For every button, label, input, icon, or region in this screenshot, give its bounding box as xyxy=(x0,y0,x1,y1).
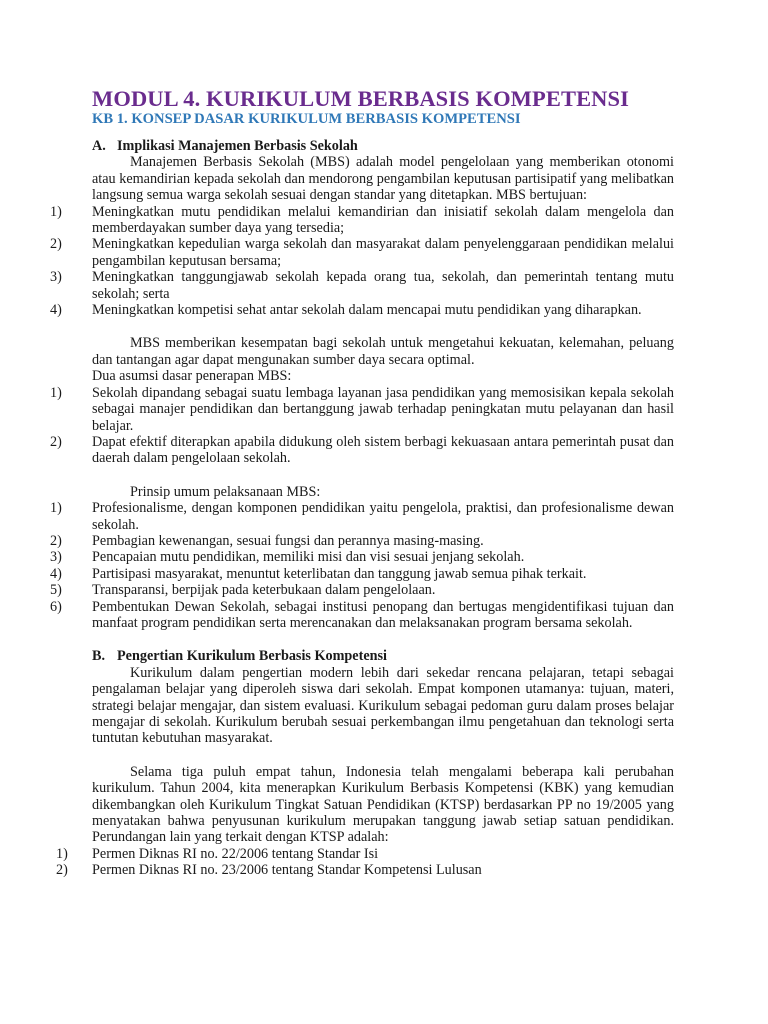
list-item xyxy=(0,862,768,878)
list-item xyxy=(0,599,768,632)
mbs-assumptions-list xyxy=(0,385,768,467)
mbs-goals-list xyxy=(0,204,768,319)
ktsp-regulations-list xyxy=(0,846,768,879)
list-text: Meningkatkan kepedulian warga sekolah dan masyarakat dalam penyelenggaraan pendidikan melalui pengambilan keputusan bersama; xyxy=(92,236,674,269)
list-number: 2) xyxy=(50,532,62,549)
module-title: MODUL 4. KURIKULUM BERBASIS KOMPETENSI xyxy=(92,86,629,111)
list-text: Meningkatkan mutu pendidikan melalui kemandirian dan inisiatif sekolah dalam mengelola dan memberdayakan sumber daya yang tersedia; xyxy=(92,203,674,237)
list-number: 2) xyxy=(56,862,68,879)
list-number: 1) xyxy=(56,845,68,862)
list-item xyxy=(0,549,768,565)
list-text: Meningkatkan kompetisi sehat antar sekolah dalam mencapai mutu pendidikan yang diharapkan. xyxy=(92,302,642,319)
list-number: 4) xyxy=(50,302,62,319)
list-number: 3) xyxy=(50,549,62,566)
list-number: 5) xyxy=(50,582,62,599)
curriculum-history-paragraph: Selama tiga puluh empat tahun, Indonesia telah mengalami beberapa kali perubahan kurikulum. Tahun 2004, kita menerapkan Kurikulum Berbasis Kompetensi (KBK) yang kemudian dikembangkan oleh Kurikulum Tingkat Satuan Pendidikan (KTSP) berdasarkan PP no 19/2005 yang menyatakan bahwa penyusunan kurikulum merupakan tanggung jawab setiap satuan pendidikan. Perundangan lain yang terkait dengan KTSP adalah: xyxy=(92,763,674,846)
section-a-letter: A. xyxy=(92,138,106,154)
list-number: 1) xyxy=(50,203,62,220)
list-item xyxy=(0,533,768,549)
principles-label: Prinsip umum pelaksanaan MBS: xyxy=(130,483,321,500)
section-a-heading xyxy=(0,138,768,154)
mbs-principles-list xyxy=(0,500,768,631)
list-item xyxy=(0,204,768,237)
list-number: 4) xyxy=(50,565,62,582)
list-item xyxy=(0,434,768,467)
list-text: Dapat efektif diterapkan apabila didukung oleh sistem berbagi kekuasaan antara pemerintah pusat dan daerah dalam pengelolaan sekolah. xyxy=(92,433,674,467)
list-text: Pembagian kewenangan, sesuai fungsi dan perannya masing-masing. xyxy=(92,532,484,549)
list-text: Permen Diknas RI no. 22/2006 tentang Standar Isi xyxy=(92,845,379,862)
document-body xyxy=(0,138,768,879)
curriculum-definition-paragraph: Kurikulum dalam pengertian modern lebih dari sekedar rencana pelajaran, tetapi sebagai pengalaman belajar yang diperoleh siswa dari sekolah. Empat komponen utamanya: tujuan, materi, strategi belajar mengajar, dan sistem evaluasi. Kurikulum sebagai pedoman guru dalam proses belajar mengajar di sekolah. Kurikulum berubah sesuai perkembangan ilmu pengetahuan dan teknologi serta tuntutan kebutuhan masyarakat. xyxy=(92,664,674,747)
section-b-heading xyxy=(0,648,768,664)
list-number: 2) xyxy=(50,236,62,253)
list-item xyxy=(0,269,768,302)
list-number: 6) xyxy=(50,598,62,615)
mbs-definition-paragraph: Manajemen Berbasis Sekolah (MBS) adalah model pengelolaan yang memberikan otonomi atau kemandirian kepada sekolah dan mendorong pengambilan keputusan partisipatif yang melibatkan langsung semua warga sekolah sesuai dengan standar yang ditetapkan. MBS bertujuan: xyxy=(92,154,674,204)
list-text: Meningkatkan tanggungjawab sekolah kepada orang tua, sekolah, dan pemerintah tentang mutu sekolah; serta xyxy=(92,269,674,302)
list-text: Permen Diknas RI no. 23/2006 tentang Standar Kompetensi Lulusan xyxy=(92,862,482,879)
section-b-letter: B. xyxy=(92,648,106,665)
list-number: 1) xyxy=(50,384,62,401)
list-item xyxy=(0,236,768,269)
section-a-heading-text: Implikasi Manajemen Berbasis Sekolah xyxy=(117,138,358,154)
assumptions-label: Dua asumsi dasar penerapan MBS: xyxy=(92,368,292,385)
list-item xyxy=(0,302,768,318)
list-number: 2) xyxy=(50,433,62,450)
list-text: Pencapaian mutu pendidikan, memiliki misi dan visi sesuai jenjang sekolah. xyxy=(92,549,525,566)
list-text: Pembentukan Dewan Sekolah, sebagai institusi penopang dan bertugas mengidentifikasi tujuan dan manfaat program pendidikan serta merencanakan dan melaksanakan program bersama sekolah. xyxy=(92,598,674,631)
list-text: Transparansi, berpijak pada keterbukaan dalam pengelolaan. xyxy=(92,582,436,599)
list-item xyxy=(0,385,768,434)
list-text: Sekolah dipandang sebagai suatu lembaga layanan jasa pendidikan yang memosisikan kepala sekolah sebagai manajer pendidikan dan bertanggung jawab terhadap peningkatan mutu pelayanan dan hasil belajar. xyxy=(92,384,674,434)
list-item xyxy=(0,582,768,598)
list-item xyxy=(0,846,768,862)
list-number: 1) xyxy=(50,500,62,517)
list-number: 3) xyxy=(50,269,62,286)
list-text: Profesionalisme, dengan komponen pendidikan yaitu pengelola, praktisi, dan profesionalisme dewan sekolah. xyxy=(92,500,674,533)
list-text: Partisipasi masyarakat, menuntut keterlibatan dan tanggung jawab semua pihak terkait. xyxy=(92,565,587,582)
list-item xyxy=(0,500,768,533)
mbs-opportunity-paragraph: MBS memberikan kesempatan bagi sekolah untuk mengetahui kekuatan, kelemahan, peluang dan tantangan agar dapat mengunakan sumber daya secara optimal. xyxy=(92,335,674,368)
section-b-heading-text: Pengertian Kurikulum Berbasis Kompetensi xyxy=(117,648,387,665)
learning-activity-title: KB 1. KONSEP DASAR KURIKULUM BERBASIS KOMPETENSI xyxy=(92,111,521,127)
list-item xyxy=(0,566,768,582)
